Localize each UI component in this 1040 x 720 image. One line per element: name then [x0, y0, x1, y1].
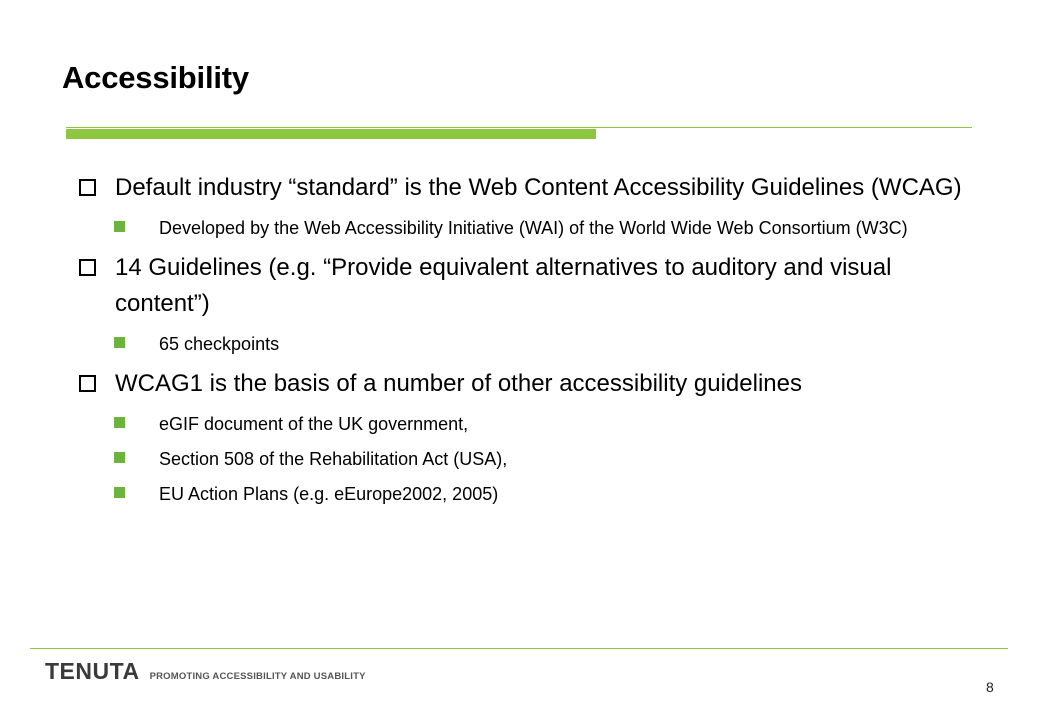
green-square-bullet-icon	[114, 337, 125, 348]
bullet-text: WCAG1 is the basis of a number of other accessibility guidelines	[115, 370, 802, 397]
hollow-square-bullet-icon	[79, 259, 96, 276]
sub-bullet-text: eGIF document of the UK government,	[159, 414, 469, 434]
sub-bullet	[76, 411, 976, 438]
tenuta-logo	[45, 658, 366, 685]
sub-bullet-text: EU Action Plans (e.g. eEurope2002, 2005)	[159, 484, 499, 504]
bullet-14-guidelines	[76, 250, 976, 322]
sub-bullet	[76, 446, 976, 473]
green-square-bullet-icon	[114, 221, 125, 232]
sub-bullet	[76, 481, 976, 508]
green-square-bullet-icon	[114, 452, 125, 463]
bullet-text: 14 Guidelines (e.g. “Provide equivalent alternatives to auditory and visual content”)	[115, 254, 892, 317]
logo-tagline: PROMOTING ACCESSIBILITY AND USABILITY	[149, 671, 366, 682]
title-divider-thin	[66, 127, 972, 128]
footer-divider	[30, 648, 1008, 649]
bullet-wcag-standard	[76, 170, 976, 206]
title-divider-accent	[66, 129, 596, 139]
sub-bullet-text: Developed by the Web Accessibility Initiative (WAI) of the World Wide Web Consortium (W3C)	[159, 218, 908, 238]
hollow-square-bullet-icon	[79, 375, 96, 392]
sub-bullet-text: Section 508 of the Rehabilitation Act (USA),	[159, 449, 508, 469]
green-square-bullet-icon	[114, 417, 125, 428]
slide-title: Accessibility	[62, 60, 249, 95]
page-number: 8	[986, 679, 994, 695]
sub-bullet	[76, 215, 976, 242]
slide-content	[76, 170, 976, 508]
bullet-text: Default industry “standard” is the Web Content Accessibility Guidelines (WCAG)	[115, 174, 962, 201]
green-square-bullet-icon	[114, 487, 125, 498]
hollow-square-bullet-icon	[79, 179, 96, 196]
bullet-wcag1-basis	[76, 366, 976, 402]
sub-bullet	[76, 331, 976, 358]
logo-wordmark: TENUTA	[45, 658, 140, 684]
sub-bullet-text: 65 checkpoints	[159, 334, 280, 354]
